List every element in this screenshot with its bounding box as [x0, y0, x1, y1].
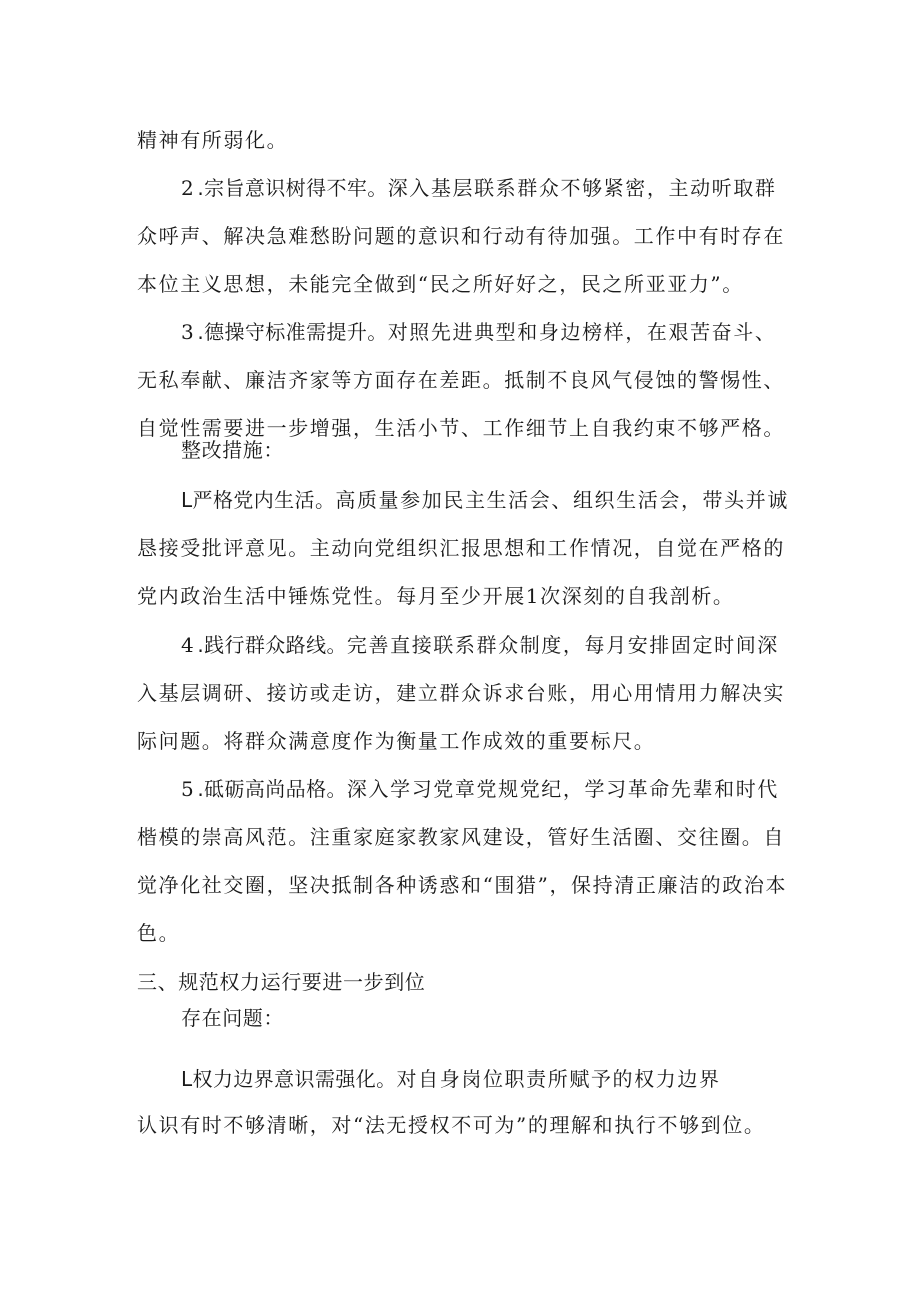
item-number: 4	[181, 633, 196, 657]
measure-item-4	[137, 621, 797, 765]
item-lead: .践行群众路线。	[197, 633, 347, 657]
item-body: 对自身岗位职责所赋予的权力边界	[396, 1067, 721, 1091]
paragraph-continuation	[137, 116, 797, 164]
item-lead: .宗旨意识树得不牢。	[197, 176, 388, 200]
problem-item-2	[137, 164, 797, 308]
item-body: 完善直接联系群众制度，每月安排固定时间深入基层调研、接访或走访，建立群众诉求台账，用心用情用力解决实际问题。将群众满意度作为衡量工作成效的重要标尺。	[137, 633, 785, 753]
item-lead: L权力边界意识需强化。	[181, 1067, 397, 1091]
item-number: 5	[181, 777, 196, 801]
section-three-heading: 三、规范权力运行要进一步到位	[137, 970, 426, 994]
item-number: 2	[181, 176, 196, 200]
rectification-measures-heading: 整改措施：	[181, 438, 284, 462]
item-body: 深入学习党章党规党纪，学习革命先辈和时代楷模的崇高风范。注重家庭家教家风建设，管好生活圈、交往圈。自觉净化社交圈，坚决抵制各种诱惑和“围猎”，保持清正廉洁的政治本色。	[137, 777, 788, 945]
item-number: 3	[181, 320, 196, 344]
item-lead: L严格党内生活。	[181, 488, 336, 512]
problem-item-3	[137, 308, 797, 452]
measure-item-1	[137, 476, 797, 620]
problem-item-1	[137, 1055, 777, 1103]
item-lead: .德操守标准需提升。	[197, 320, 388, 344]
measure-item-5	[137, 765, 797, 957]
item-body: 深入基层联系群众不够紧密，主动听取群众呼声、解决急难愁盼问题的意识和行动有待加强。工作中有时存在本位主义思想，未能完全做到“民之所好好之，民之所亚亚力”。	[137, 176, 785, 296]
item-body: 高质量参加民主生活会、组织生活会，带头并诚恳接受批评意见。主动向党组织汇报思想和工作情况，自觉在严格的党内政治生活中锤炼党性。每月至少开展1次深刻的自我剖析。	[137, 488, 789, 608]
paragraph-text: 认识有时不够清晰，对“法无授权不可为”的理解和执行不够到位。	[137, 1113, 766, 1137]
item-body: 对照先进典型和身边榜样，在艰苦奋斗、无私奉献、廉洁齐家等方面存在差距。抵制不良风气侵蚀的警惕性、自觉性需要进一步增强，生活小节、工作细节上自我约束不够严格。	[137, 320, 785, 440]
paragraph-continuation-last	[137, 1101, 817, 1149]
existing-problems-heading: 存在问题：	[181, 1006, 284, 1030]
item-lead: .砥砺高尚品格。	[197, 777, 347, 801]
paragraph-text: 精神有所弱化。	[137, 128, 289, 152]
